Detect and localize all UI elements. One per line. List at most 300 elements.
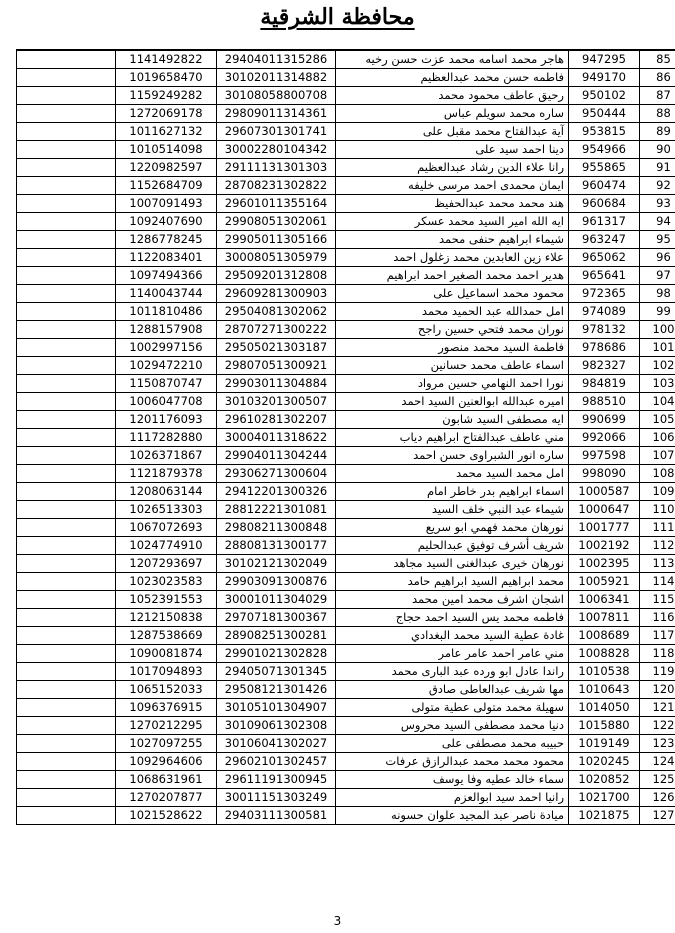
national-id-cell: 29905011305166 bbox=[217, 231, 336, 249]
phone-cell: 1011810486 bbox=[116, 303, 217, 321]
national-id-cell: 29404011315286 bbox=[217, 50, 336, 69]
phone-cell: 1207293697 bbox=[116, 555, 217, 573]
phone-cell: 1010514098 bbox=[116, 141, 217, 159]
name-cell: مني عاطف عبدالفتاح ابراهيم دياب bbox=[336, 429, 569, 447]
code-cell: 960684 bbox=[569, 195, 640, 213]
code-cell: 1021875 bbox=[569, 807, 640, 825]
code-cell: 992066 bbox=[569, 429, 640, 447]
table-row bbox=[17, 303, 675, 321]
phone-cell: 1117282880 bbox=[116, 429, 217, 447]
code-cell: 1008828 bbox=[569, 645, 640, 663]
table-row bbox=[17, 645, 675, 663]
table-row bbox=[17, 483, 675, 501]
empty-cell bbox=[17, 357, 116, 375]
name-cell: امل محمد السيد محمد bbox=[336, 465, 569, 483]
table-row bbox=[17, 447, 675, 465]
code-cell: 974089 bbox=[569, 303, 640, 321]
national-id-cell: 30109061302308 bbox=[217, 717, 336, 735]
empty-cell bbox=[17, 429, 116, 447]
table-row bbox=[17, 123, 675, 141]
index-cell: 124 bbox=[640, 753, 675, 771]
table-row bbox=[17, 609, 675, 627]
table-row bbox=[17, 249, 675, 267]
empty-cell bbox=[17, 267, 116, 285]
national-id-cell: 29111131301303 bbox=[217, 159, 336, 177]
page-number: 3 bbox=[333, 914, 342, 928]
empty-cell bbox=[17, 465, 116, 483]
code-cell: 978132 bbox=[569, 321, 640, 339]
index-cell: 101 bbox=[640, 339, 675, 357]
phone-cell: 1150870747 bbox=[116, 375, 217, 393]
national-id-cell: 30004011318622 bbox=[217, 429, 336, 447]
code-cell: 1010643 bbox=[569, 681, 640, 699]
name-cell: شيماء ابراهيم حنفى محمد bbox=[336, 231, 569, 249]
national-id-cell: 29601011355164 bbox=[217, 195, 336, 213]
phone-cell: 1023023583 bbox=[116, 573, 217, 591]
table-row bbox=[17, 177, 675, 195]
phone-cell: 1068631961 bbox=[116, 771, 217, 789]
national-id-cell: 30001011304029 bbox=[217, 591, 336, 609]
code-cell: 1002395 bbox=[569, 555, 640, 573]
name-cell: اسماء عاطف محمد حسانين bbox=[336, 357, 569, 375]
national-id-cell: 29412201300326 bbox=[217, 483, 336, 501]
name-cell: امل حمدالله عبد الحميد محمد bbox=[336, 303, 569, 321]
index-cell: 127 bbox=[640, 807, 675, 825]
code-cell: 1020852 bbox=[569, 771, 640, 789]
phone-cell: 1067072693 bbox=[116, 519, 217, 537]
table-row bbox=[17, 627, 675, 645]
empty-cell bbox=[17, 537, 116, 555]
national-id-cell: 29607301301741 bbox=[217, 123, 336, 141]
phone-cell: 1212150838 bbox=[116, 609, 217, 627]
national-id-cell: 29707181300367 bbox=[217, 609, 336, 627]
national-id-cell: 29403111300581 bbox=[217, 807, 336, 825]
code-cell: 1015880 bbox=[569, 717, 640, 735]
national-id-cell: 28908251300281 bbox=[217, 627, 336, 645]
name-cell: شريف أشرف توفيق عبدالحليم bbox=[336, 537, 569, 555]
name-cell: راندا عادل ابو ورده عبد البارى محمد bbox=[336, 663, 569, 681]
phone-cell: 1201176093 bbox=[116, 411, 217, 429]
code-cell: 947295 bbox=[569, 50, 640, 69]
index-cell: 91 bbox=[640, 159, 675, 177]
empty-cell bbox=[17, 627, 116, 645]
name-cell: نوران محمد فتحي حسين راجح bbox=[336, 321, 569, 339]
index-cell: 108 bbox=[640, 465, 675, 483]
phone-cell: 1019658470 bbox=[116, 69, 217, 87]
name-cell: اشجان اشرف محمد امين محمد bbox=[336, 591, 569, 609]
empty-cell bbox=[17, 339, 116, 357]
table-row bbox=[17, 807, 675, 825]
code-cell: 1019149 bbox=[569, 735, 640, 753]
code-cell: 963247 bbox=[569, 231, 640, 249]
phone-cell: 1159249282 bbox=[116, 87, 217, 105]
code-cell: 953815 bbox=[569, 123, 640, 141]
empty-cell bbox=[17, 375, 116, 393]
phone-cell: 1029472210 bbox=[116, 357, 217, 375]
national-id-cell: 29809011314361 bbox=[217, 105, 336, 123]
name-cell: ايمان محمدى احمد مرسى خليفه bbox=[336, 177, 569, 195]
table-row bbox=[17, 69, 675, 87]
phone-cell: 1026371867 bbox=[116, 447, 217, 465]
empty-cell bbox=[17, 771, 116, 789]
index-cell: 86 bbox=[640, 69, 675, 87]
name-cell: مني عامر احمد عامر عامر bbox=[336, 645, 569, 663]
empty-cell bbox=[17, 681, 116, 699]
phone-cell: 1027097255 bbox=[116, 735, 217, 753]
code-cell: 978686 bbox=[569, 339, 640, 357]
empty-cell bbox=[17, 717, 116, 735]
table-row bbox=[17, 789, 675, 807]
code-cell: 1002192 bbox=[569, 537, 640, 555]
index-cell: 104 bbox=[640, 393, 675, 411]
national-id-cell: 29505021303187 bbox=[217, 339, 336, 357]
phone-cell: 1011627132 bbox=[116, 123, 217, 141]
table-row bbox=[17, 555, 675, 573]
name-cell: نورهان خيرى عبدالغنى السيد مجاهد bbox=[336, 555, 569, 573]
code-cell: 990699 bbox=[569, 411, 640, 429]
code-cell: 950444 bbox=[569, 105, 640, 123]
national-id-cell: 29808211300848 bbox=[217, 519, 336, 537]
phone-cell: 1141492822 bbox=[116, 50, 217, 69]
code-cell: 1021700 bbox=[569, 789, 640, 807]
phone-cell: 1092407690 bbox=[116, 213, 217, 231]
national-id-cell: 30106041302027 bbox=[217, 735, 336, 753]
empty-cell bbox=[17, 519, 116, 537]
table-row bbox=[17, 393, 675, 411]
empty-cell bbox=[17, 195, 116, 213]
code-cell: 1020245 bbox=[569, 753, 640, 771]
index-cell: 98 bbox=[640, 285, 675, 303]
index-cell: 107 bbox=[640, 447, 675, 465]
empty-cell bbox=[17, 50, 116, 69]
empty-cell bbox=[17, 807, 116, 825]
code-cell: 1001777 bbox=[569, 519, 640, 537]
national-id-cell: 29610281302207 bbox=[217, 411, 336, 429]
national-id-cell: 30011151303249 bbox=[217, 789, 336, 807]
empty-cell bbox=[17, 735, 116, 753]
table-row bbox=[17, 537, 675, 555]
index-cell: 89 bbox=[640, 123, 675, 141]
empty-cell bbox=[17, 69, 116, 87]
name-cell: اميره عبدالله ابوالعنين السيد احمد bbox=[336, 393, 569, 411]
phone-cell: 1090081874 bbox=[116, 645, 217, 663]
national-id-cell: 30008051305979 bbox=[217, 249, 336, 267]
index-cell: 117 bbox=[640, 627, 675, 645]
name-cell: نورهان محمد فهمي ابو سريع bbox=[336, 519, 569, 537]
phone-cell: 1096376915 bbox=[116, 699, 217, 717]
table-row bbox=[17, 591, 675, 609]
table-row bbox=[17, 663, 675, 681]
table-row bbox=[17, 267, 675, 285]
name-cell: دنيا محمد مصطفى السيد محروس bbox=[336, 717, 569, 735]
name-cell: علاء زين العابدين محمد زغلول احمد bbox=[336, 249, 569, 267]
table-row bbox=[17, 159, 675, 177]
name-cell: رحيق عاطف محمود محمد bbox=[336, 87, 569, 105]
table-row bbox=[17, 699, 675, 717]
table-row bbox=[17, 285, 675, 303]
national-id-cell: 30103201300507 bbox=[217, 393, 336, 411]
national-id-cell: 28707271300222 bbox=[217, 321, 336, 339]
index-cell: 95 bbox=[640, 231, 675, 249]
code-cell: 965641 bbox=[569, 267, 640, 285]
empty-cell bbox=[17, 321, 116, 339]
national-id-cell: 29908051302061 bbox=[217, 213, 336, 231]
index-cell: 93 bbox=[640, 195, 675, 213]
code-cell: 1000647 bbox=[569, 501, 640, 519]
table-row bbox=[17, 105, 675, 123]
empty-cell bbox=[17, 573, 116, 591]
empty-cell bbox=[17, 447, 116, 465]
code-cell: 965062 bbox=[569, 249, 640, 267]
national-id-cell: 29405071301345 bbox=[217, 663, 336, 681]
name-cell: مها شريف عبدالعاطى صادق bbox=[336, 681, 569, 699]
national-id-cell: 30102121302049 bbox=[217, 555, 336, 573]
code-cell: 1010538 bbox=[569, 663, 640, 681]
code-cell: 988510 bbox=[569, 393, 640, 411]
name-cell: هدير احمد محمد الصغير احمد ابراهيم bbox=[336, 267, 569, 285]
table-row bbox=[17, 195, 675, 213]
code-cell: 998090 bbox=[569, 465, 640, 483]
national-id-cell: 29509201312808 bbox=[217, 267, 336, 285]
table-row bbox=[17, 429, 675, 447]
empty-cell bbox=[17, 123, 116, 141]
code-cell: 1005921 bbox=[569, 573, 640, 591]
table-row bbox=[17, 501, 675, 519]
table-row bbox=[17, 465, 675, 483]
table-row bbox=[17, 213, 675, 231]
empty-cell bbox=[17, 303, 116, 321]
phone-cell: 1021528622 bbox=[116, 807, 217, 825]
name-cell: ميادة ناصر عبد المجيد علوان حسونه bbox=[336, 807, 569, 825]
name-cell: هاجر محمد اسامه محمد عزت حسن رخيه bbox=[336, 50, 569, 69]
page-title: محافظة الشرقية bbox=[260, 4, 415, 30]
empty-cell bbox=[17, 141, 116, 159]
phone-cell: 1208063144 bbox=[116, 483, 217, 501]
phone-cell: 1288157908 bbox=[116, 321, 217, 339]
name-cell: هند محمد محمد عبدالحفيظ bbox=[336, 195, 569, 213]
national-id-cell: 28708231302822 bbox=[217, 177, 336, 195]
name-cell: اسماء ابراهيم بدر خاطر امام bbox=[336, 483, 569, 501]
table-row bbox=[17, 771, 675, 789]
index-cell: 112 bbox=[640, 537, 675, 555]
table-row bbox=[17, 87, 675, 105]
phone-cell: 1007091493 bbox=[116, 195, 217, 213]
index-cell: 88 bbox=[640, 105, 675, 123]
index-cell: 120 bbox=[640, 681, 675, 699]
empty-cell bbox=[17, 483, 116, 501]
national-id-cell: 29508121301426 bbox=[217, 681, 336, 699]
index-cell: 94 bbox=[640, 213, 675, 231]
national-id-cell: 30102011314882 bbox=[217, 69, 336, 87]
code-cell: 949170 bbox=[569, 69, 640, 87]
index-cell: 85 bbox=[640, 50, 675, 69]
phone-cell: 1121879378 bbox=[116, 465, 217, 483]
table-row bbox=[17, 573, 675, 591]
empty-cell bbox=[17, 213, 116, 231]
table-row bbox=[17, 321, 675, 339]
index-cell: 110 bbox=[640, 501, 675, 519]
phone-cell: 1006047708 bbox=[116, 393, 217, 411]
empty-cell bbox=[17, 555, 116, 573]
national-id-cell: 30108058800708 bbox=[217, 87, 336, 105]
phone-cell: 1024774910 bbox=[116, 537, 217, 555]
code-cell: 1000587 bbox=[569, 483, 640, 501]
index-cell: 100 bbox=[640, 321, 675, 339]
index-cell: 105 bbox=[640, 411, 675, 429]
phone-cell: 1272069178 bbox=[116, 105, 217, 123]
name-cell: غادة عطية السيد محمد البغدادي bbox=[336, 627, 569, 645]
empty-cell bbox=[17, 285, 116, 303]
national-id-cell: 29609281300903 bbox=[217, 285, 336, 303]
empty-cell bbox=[17, 249, 116, 267]
index-cell: 90 bbox=[640, 141, 675, 159]
name-cell: محمود محمد محمد عبدالرازق عرفات bbox=[336, 753, 569, 771]
name-cell: فاطمه محمد يس السيد احمد حجاج bbox=[336, 609, 569, 627]
phone-cell: 1092964606 bbox=[116, 753, 217, 771]
name-cell: نورا احمد النهامي حسين مرواد bbox=[336, 375, 569, 393]
index-cell: 97 bbox=[640, 267, 675, 285]
table-row bbox=[17, 753, 675, 771]
empty-cell bbox=[17, 159, 116, 177]
index-cell: 118 bbox=[640, 645, 675, 663]
code-cell: 982327 bbox=[569, 357, 640, 375]
national-id-cell: 30002280104342 bbox=[217, 141, 336, 159]
phone-cell: 1152684709 bbox=[116, 177, 217, 195]
empty-cell bbox=[17, 177, 116, 195]
name-cell: رانا علاء الدين رشاد عبدالعظيم bbox=[336, 159, 569, 177]
national-id-cell: 29602101302457 bbox=[217, 753, 336, 771]
national-id-cell: 29904011304244 bbox=[217, 447, 336, 465]
index-cell: 115 bbox=[640, 591, 675, 609]
code-cell: 1014050 bbox=[569, 699, 640, 717]
phone-cell: 1002997156 bbox=[116, 339, 217, 357]
table-row bbox=[17, 141, 675, 159]
phone-cell: 1097494366 bbox=[116, 267, 217, 285]
code-cell: 984819 bbox=[569, 375, 640, 393]
name-cell: محمد ابراهيم السيد ابراهيم حامد bbox=[336, 573, 569, 591]
name-cell: ايه مصطفى السيد شابون bbox=[336, 411, 569, 429]
phone-cell: 1122083401 bbox=[116, 249, 217, 267]
table-row bbox=[17, 681, 675, 699]
records-table bbox=[16, 49, 675, 825]
index-cell: 126 bbox=[640, 789, 675, 807]
name-cell: ساره محمد سويلم عباس bbox=[336, 105, 569, 123]
national-id-cell: 29901021302828 bbox=[217, 645, 336, 663]
name-cell: حبيبه محمد مصطفى على bbox=[336, 735, 569, 753]
name-cell: فاطمه حسن محمد عبدالعظيم bbox=[336, 69, 569, 87]
name-cell: ساره انور الشبراوى حسن احمد bbox=[336, 447, 569, 465]
phone-cell: 1287538669 bbox=[116, 627, 217, 645]
name-cell: رانيا احمد سيد ابوالعزم bbox=[336, 789, 569, 807]
national-id-cell: 29903091300876 bbox=[217, 573, 336, 591]
index-cell: 92 bbox=[640, 177, 675, 195]
empty-cell bbox=[17, 411, 116, 429]
empty-cell bbox=[17, 591, 116, 609]
index-cell: 114 bbox=[640, 573, 675, 591]
table-row bbox=[17, 375, 675, 393]
table-row bbox=[17, 339, 675, 357]
national-id-cell: 29504081302062 bbox=[217, 303, 336, 321]
national-id-cell: 29611191300945 bbox=[217, 771, 336, 789]
empty-cell bbox=[17, 663, 116, 681]
code-cell: 955865 bbox=[569, 159, 640, 177]
name-cell: محمود محمد اسماعيل على bbox=[336, 285, 569, 303]
table-row bbox=[17, 717, 675, 735]
phone-cell: 1286778245 bbox=[116, 231, 217, 249]
empty-cell bbox=[17, 87, 116, 105]
index-cell: 113 bbox=[640, 555, 675, 573]
index-cell: 122 bbox=[640, 717, 675, 735]
empty-cell bbox=[17, 393, 116, 411]
empty-cell bbox=[17, 231, 116, 249]
phone-cell: 1017094893 bbox=[116, 663, 217, 681]
phone-cell: 1220982597 bbox=[116, 159, 217, 177]
phone-cell: 1140043744 bbox=[116, 285, 217, 303]
code-cell: 1007811 bbox=[569, 609, 640, 627]
code-cell: 950102 bbox=[569, 87, 640, 105]
code-cell: 954966 bbox=[569, 141, 640, 159]
phone-cell: 1052391553 bbox=[116, 591, 217, 609]
table-row bbox=[17, 357, 675, 375]
table-row bbox=[17, 519, 675, 537]
name-cell: شيماء عبد النبي خلف السيد bbox=[336, 501, 569, 519]
national-id-cell: 29306271300604 bbox=[217, 465, 336, 483]
national-id-cell: 29807051300921 bbox=[217, 357, 336, 375]
name-cell: سماء خالد عطيه وفا يوسف bbox=[336, 771, 569, 789]
phone-cell: 1270212295 bbox=[116, 717, 217, 735]
index-cell: 125 bbox=[640, 771, 675, 789]
table-row bbox=[17, 411, 675, 429]
table-row bbox=[17, 231, 675, 249]
index-cell: 121 bbox=[640, 699, 675, 717]
national-id-cell: 28812221301081 bbox=[217, 501, 336, 519]
empty-cell bbox=[17, 645, 116, 663]
index-cell: 111 bbox=[640, 519, 675, 537]
national-id-cell: 29903011304884 bbox=[217, 375, 336, 393]
empty-cell bbox=[17, 699, 116, 717]
phone-cell: 1065152033 bbox=[116, 681, 217, 699]
code-cell: 1008689 bbox=[569, 627, 640, 645]
empty-cell bbox=[17, 609, 116, 627]
index-cell: 106 bbox=[640, 429, 675, 447]
index-cell: 123 bbox=[640, 735, 675, 753]
index-cell: 109 bbox=[640, 483, 675, 501]
table-row bbox=[17, 50, 675, 69]
code-cell: 1006341 bbox=[569, 591, 640, 609]
name-cell: دينا احمد سيد على bbox=[336, 141, 569, 159]
phone-cell: 1270207877 bbox=[116, 789, 217, 807]
index-cell: 96 bbox=[640, 249, 675, 267]
records-table-body bbox=[17, 50, 675, 825]
national-id-cell: 28808131300177 bbox=[217, 537, 336, 555]
name-cell: ايه الله امير السيد محمد عسكر bbox=[336, 213, 569, 231]
table-row bbox=[17, 735, 675, 753]
code-cell: 972365 bbox=[569, 285, 640, 303]
index-cell: 116 bbox=[640, 609, 675, 627]
index-cell: 103 bbox=[640, 375, 675, 393]
code-cell: 961317 bbox=[569, 213, 640, 231]
empty-cell bbox=[17, 789, 116, 807]
empty-cell bbox=[17, 753, 116, 771]
name-cell: سهيلة محمد متولى عطية متولى bbox=[336, 699, 569, 717]
national-id-cell: 30105101304907 bbox=[217, 699, 336, 717]
index-cell: 99 bbox=[640, 303, 675, 321]
index-cell: 119 bbox=[640, 663, 675, 681]
name-cell: آية عبدالفتاح محمد مقبل على bbox=[336, 123, 569, 141]
code-cell: 960474 bbox=[569, 177, 640, 195]
phone-cell: 1026513303 bbox=[116, 501, 217, 519]
name-cell: فاطمة السيد محمد منصور bbox=[336, 339, 569, 357]
